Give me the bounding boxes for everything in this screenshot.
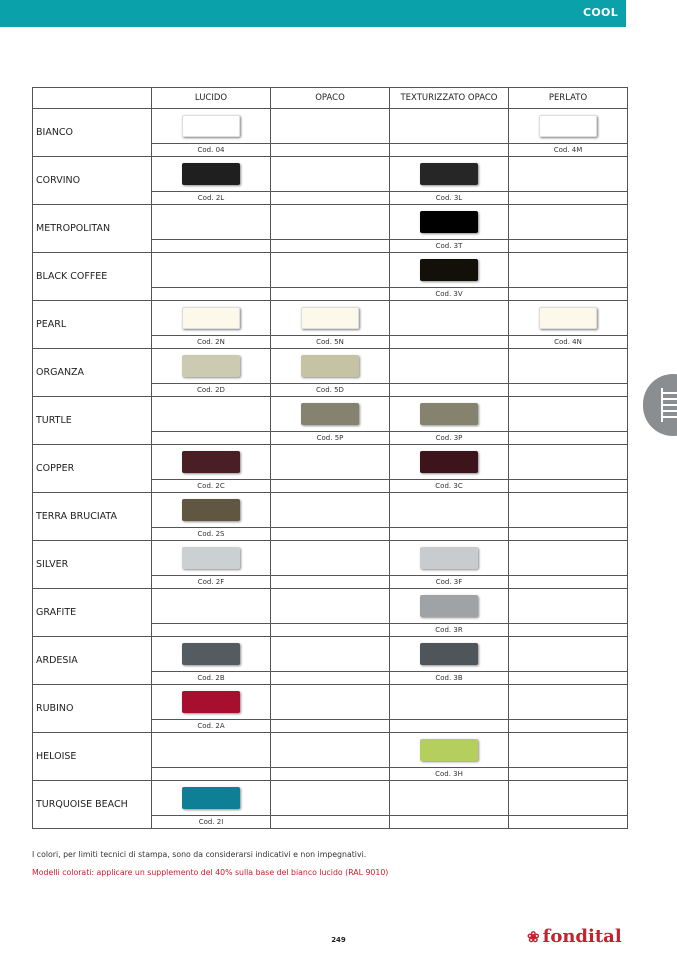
code-cell	[152, 432, 271, 445]
code-cell	[271, 672, 390, 685]
code-cell	[271, 480, 390, 493]
swatch-cell	[271, 445, 390, 480]
color-swatch	[539, 307, 597, 329]
swatch-cell	[152, 541, 271, 576]
swatch-cell	[509, 493, 628, 528]
swatch-cell	[271, 109, 390, 144]
code-cell	[271, 768, 390, 781]
swatch-cell	[271, 301, 390, 336]
table-row	[33, 589, 628, 624]
code-cell: Cod. 2S	[152, 528, 271, 541]
code-cell	[271, 528, 390, 541]
swatch-cell	[390, 109, 509, 144]
swatch-cell	[390, 781, 509, 816]
code-cell	[271, 144, 390, 157]
swatch-cell	[390, 253, 509, 288]
swatch-cell	[271, 685, 390, 720]
code-cell: Cod. 5N	[271, 336, 390, 349]
code-cell	[390, 720, 509, 733]
surcharge-note: Modelli colorati: applicare un supplemento del 40% sulla base del bianco lucido (RAL 9010)	[32, 868, 389, 877]
swatch-cell	[390, 445, 509, 480]
swatch-cell	[509, 685, 628, 720]
code-cell	[152, 240, 271, 253]
code-cell	[390, 144, 509, 157]
color-name: ARDESIA	[33, 637, 152, 685]
code-cell	[509, 816, 628, 829]
swatch-cell	[152, 685, 271, 720]
page-number: 249	[331, 936, 346, 944]
radiator-category-tab	[643, 374, 677, 436]
code-cell: Cod. 3H	[390, 768, 509, 781]
code-cell	[152, 288, 271, 301]
code-cell	[509, 240, 628, 253]
code-cell: Cod. 3P	[390, 432, 509, 445]
table-row	[33, 685, 628, 720]
swatch-cell	[152, 253, 271, 288]
swatch-cell	[390, 589, 509, 624]
color-swatch	[539, 115, 597, 137]
swatch-cell	[509, 445, 628, 480]
swatch-cell	[390, 205, 509, 240]
code-cell: Cod. 04	[152, 144, 271, 157]
color-name: COPPER	[33, 445, 152, 493]
code-cell: Cod. 2N	[152, 336, 271, 349]
color-swatch	[182, 307, 240, 329]
swatch-cell	[509, 349, 628, 384]
color-name: GRAFITE	[33, 589, 152, 637]
color-swatch	[420, 547, 478, 569]
swatch-cell	[390, 301, 509, 336]
color-swatch	[182, 499, 240, 521]
color-name: CORVINO	[33, 157, 152, 205]
color-name: TURTLE	[33, 397, 152, 445]
swatch-cell	[152, 205, 271, 240]
swatch-cell	[271, 349, 390, 384]
code-cell	[390, 336, 509, 349]
code-cell: Cod. 2C	[152, 480, 271, 493]
code-cell: Cod. 2D	[152, 384, 271, 397]
color-swatch	[182, 163, 240, 185]
swatch-cell	[152, 445, 271, 480]
code-cell	[509, 288, 628, 301]
color-swatch	[182, 451, 240, 473]
swatch-cell	[509, 205, 628, 240]
table-row	[33, 157, 628, 192]
code-cell	[509, 576, 628, 589]
code-cell	[509, 624, 628, 637]
swatch-cell	[152, 109, 271, 144]
swatch-cell	[271, 781, 390, 816]
code-cell	[271, 816, 390, 829]
section-header-bar	[0, 0, 626, 27]
code-cell	[390, 384, 509, 397]
swatch-cell	[152, 301, 271, 336]
code-cell: Cod. 3B	[390, 672, 509, 685]
color-name: BLACK COFFEE	[33, 253, 152, 301]
code-cell	[509, 720, 628, 733]
color-swatch	[301, 403, 359, 425]
color-swatch	[420, 595, 478, 617]
color-swatch	[182, 643, 240, 665]
swatch-cell	[390, 157, 509, 192]
color-chart-table	[32, 87, 628, 829]
color-swatch	[182, 547, 240, 569]
swatch-cell	[271, 733, 390, 768]
swatch-cell	[271, 541, 390, 576]
swatch-cell	[271, 157, 390, 192]
color-swatch	[301, 355, 359, 377]
table-row	[33, 301, 628, 336]
code-cell	[271, 240, 390, 253]
swatch-cell	[152, 493, 271, 528]
code-cell: Cod. 2L	[152, 192, 271, 205]
color-swatch	[182, 691, 240, 713]
table-row	[33, 397, 628, 432]
header-cell-perlato: PERLATO	[509, 88, 628, 109]
code-cell: Cod. 2A	[152, 720, 271, 733]
code-cell: Cod. 3T	[390, 240, 509, 253]
code-cell	[152, 768, 271, 781]
table-row	[33, 637, 628, 672]
color-swatch	[420, 451, 478, 473]
code-cell: Cod. 5P	[271, 432, 390, 445]
code-cell	[509, 192, 628, 205]
code-cell	[509, 432, 628, 445]
code-cell: Cod. 3V	[390, 288, 509, 301]
color-name: TERRA BRUCIATA	[33, 493, 152, 541]
swatch-cell	[509, 109, 628, 144]
color-name: ORGANZA	[33, 349, 152, 397]
swatch-cell	[271, 397, 390, 432]
swatch-cell	[152, 157, 271, 192]
swatch-cell	[390, 397, 509, 432]
color-swatch	[182, 787, 240, 809]
swatch-cell	[390, 685, 509, 720]
swatch-cell	[509, 253, 628, 288]
table-header-row	[33, 88, 628, 109]
header-cell	[33, 88, 152, 109]
table-row	[33, 205, 628, 240]
header-cell-texturizzato-opaco: TEXTURIZZATO OPACO	[390, 88, 509, 109]
table-row	[33, 445, 628, 480]
table-row	[33, 349, 628, 384]
swatch-cell	[390, 541, 509, 576]
swatch-cell	[509, 637, 628, 672]
swatch-cell	[390, 637, 509, 672]
color-swatch	[420, 211, 478, 233]
table-row	[33, 541, 628, 576]
table-row	[33, 493, 628, 528]
color-swatch	[420, 259, 478, 281]
swatch-cell	[152, 733, 271, 768]
color-name: TURQUOISE BEACH	[33, 781, 152, 829]
code-cell	[509, 672, 628, 685]
code-cell: Cod. 4M	[509, 144, 628, 157]
code-cell	[271, 720, 390, 733]
header-cell-opaco: OPACO	[271, 88, 390, 109]
color-name: PEARL	[33, 301, 152, 349]
code-cell: Cod. 2B	[152, 672, 271, 685]
swatch-cell	[509, 157, 628, 192]
color-swatch	[182, 355, 240, 377]
code-cell	[271, 576, 390, 589]
swatch-cell	[271, 589, 390, 624]
swatch-cell	[390, 733, 509, 768]
code-cell: Cod. 2F	[152, 576, 271, 589]
code-cell: Cod. 4N	[509, 336, 628, 349]
radiator-icon	[661, 388, 677, 422]
color-name: HELOISE	[33, 733, 152, 781]
brand-logo	[527, 926, 622, 947]
color-swatch	[420, 163, 478, 185]
color-name: METROPOLITAN	[33, 205, 152, 253]
code-cell	[152, 624, 271, 637]
swatch-cell	[271, 253, 390, 288]
swatch-cell	[271, 637, 390, 672]
table-row	[33, 733, 628, 768]
code-cell: Cod. 2I	[152, 816, 271, 829]
swatch-cell	[509, 733, 628, 768]
color-disclaimer: I colori, per limiti tecnici di stampa, sono da considerarsi indicativi e non impegnativi.	[32, 850, 367, 859]
swatch-cell	[152, 397, 271, 432]
swatch-cell	[152, 781, 271, 816]
code-cell	[271, 624, 390, 637]
color-name: BIANCO	[33, 109, 152, 157]
table-row	[33, 253, 628, 288]
color-swatch	[301, 307, 359, 329]
table-row	[33, 109, 628, 144]
swatch-cell	[152, 589, 271, 624]
swatch-cell	[271, 493, 390, 528]
table-row	[33, 781, 628, 816]
swatch-cell	[509, 781, 628, 816]
code-cell	[390, 816, 509, 829]
code-cell: Cod. 3F	[390, 576, 509, 589]
code-cell	[509, 528, 628, 541]
brand-name: fondital	[542, 926, 622, 947]
code-cell	[271, 288, 390, 301]
header-cell-lucido: LUCIDO	[152, 88, 271, 109]
code-cell: Cod. 5D	[271, 384, 390, 397]
color-swatch	[182, 115, 240, 137]
swatch-cell	[390, 493, 509, 528]
code-cell	[509, 384, 628, 397]
color-swatch	[420, 643, 478, 665]
section-label: COOL	[583, 6, 618, 19]
code-cell	[390, 528, 509, 541]
swatch-cell	[509, 397, 628, 432]
color-name: RUBINO	[33, 685, 152, 733]
code-cell: Cod. 3R	[390, 624, 509, 637]
code-cell	[509, 768, 628, 781]
color-name: SILVER	[33, 541, 152, 589]
swatch-cell	[271, 205, 390, 240]
swatch-cell	[509, 589, 628, 624]
swatch-cell	[152, 349, 271, 384]
code-cell	[271, 192, 390, 205]
color-swatch	[420, 403, 478, 425]
code-cell: Cod. 3L	[390, 192, 509, 205]
flower-icon: ❀	[527, 928, 540, 946]
swatch-cell	[509, 301, 628, 336]
code-cell	[509, 480, 628, 493]
swatch-cell	[509, 541, 628, 576]
code-cell: Cod. 3C	[390, 480, 509, 493]
swatch-cell	[152, 637, 271, 672]
color-swatch	[420, 739, 478, 761]
swatch-cell	[390, 349, 509, 384]
